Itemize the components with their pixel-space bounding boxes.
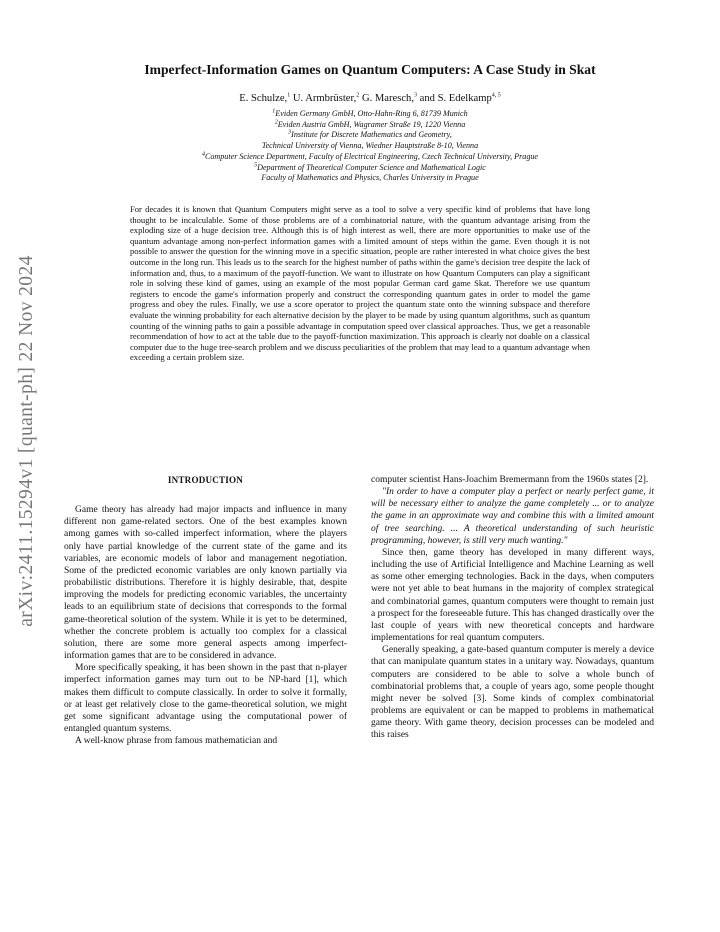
author-list xyxy=(70,93,670,104)
paper-title: Imperfect-Information Games on Quantum Computers: A Case Study in Skat xyxy=(144,62,596,77)
body-paragraph: Game theory has already had major impacts and influence in many different non game-related sectors. One of the best examples known among games with so-called imperfect information, where the players only have partial knowledge of the current state of the game and its variables, are economic models of labor and management negotiation. Some of the predicted economic variables are only known partially via probabilistic distributions. Therefore it is highly desirable, that, despite improving the models for predicting economic variables, the uncertainty leads to an equilibrium state of decisions that corresponds to the formal game-theoretical solution of the system. While it is yet to be determined, whether the concrete problem is actually too complex for a classical solution, there are some more general aspects among imperfect-information games that are to be considered in advance. xyxy=(64,505,347,662)
affiliation-line: Technical University of Vienna, Wiedner Hauptstraße 8-10, Vienna xyxy=(261,141,479,151)
section-heading: INTRODUCTION xyxy=(167,475,244,485)
arxiv-identifier: arXiv:2411.15294v1 [quant-ph] 22 Nov 2024 xyxy=(16,255,37,627)
arxiv-sidebar-stamp xyxy=(12,236,42,646)
body-paragraph: Generally speaking, a gate-based quantum computer is merely a device that can manipulate quantum states in a unitary way. Nowadays, quantum computers are considered to be able to solve a whole bunch of combinatorial problems that, a couple of years ago, some people thought might never be solved [3]. Some kinds of complex combinatorial problems are equivalent or can be mapped to problems in mathematical game theory. With game theory, decision processes can be modeled and this raises xyxy=(371,645,654,741)
affiliation-line: $^1$Eviden Germany GmbH, Otto-Hahn-Ring 6, 81739 Munich xyxy=(272,108,468,118)
body-paragraph: computer scientist Hans-Joachim Bremermann from the 1960s states [2]. xyxy=(371,475,649,485)
abstract: For decades it is known that Quantum Computers might serve as a tool to solve a very specific kind of problems that have long thought to be incalculable. Some of those problems are of a combinatorial nature, with the quantum advantage arising from the exploding size of a huge decision tree. Although this is of high interest as well, there are more opportunities to make use of the quantum advantage among non-perfect information games with a limited amount of steps within the game. Even though it is not possible to answer the question for the winning move in a specific situation, people are rather interested in what choice gives the best outcome in the long run. This leads us to the search for the highest number of paths within the game's decision tree despite the lack of information and, thus, to a maximum of the payoff-function. We want to illustrate on how Quantum Computers can play a significant role in solving these kind of games, using an example of the most popular German card game Skat. Therefore we use quantum registers to encode the game's information properly and construct the corresponding quantum gates in order to model the game progress and obey the rules. Finally, we use a score operator to project the quantum state onto the winning subspace and therefore evaluate the winning probability for each alternative decision by the player to be made by using quantum algorithms, such as quantum counting of the winning paths to gain a possible advantage in computation speed over classical approaches. Thus, we get a reasonable recommendation of how to act at the table due to the payoff-function maximization. This approach is clearly not doable on a classical computer due to the huge tree-search problem and we discuss peculiarities of the problem that may lead to a quantum advantage when exceeding a certain problem size. xyxy=(130,204,590,363)
body-paragraph: Since then, game theory has developed in many different ways, including the use of Artificial Intelligence and Machine Learning as well as some other emerging technologies. Back in the days, when computers were not yet able to beat humans in the majority of complex strategical and combinatorial games, quantum computers were thought to remain just a prospect for the foreseeable future. This has changed drastically over the last couple of years with new theoretical concepts and hardware implementations for real quantum computers. xyxy=(371,547,654,644)
affiliation-line: $^4$Computer Science Department, Faculty of Electrical Engineering, Czech Technical University, Prague xyxy=(201,151,539,161)
author: and S. Edelkamp$^{4, 5}$ xyxy=(419,92,501,104)
affiliation-list xyxy=(70,109,670,184)
body-paragraph: More specifically speaking, it has been shown in the past that n-player imperfect information games may turn out to be NP-hard [1], which makes them difficult to compute classically. In order to solve it formally, or at least get relatively close to the game-theoretical solution, we might get some significant advantage using the computational power of entangled quantum systems. xyxy=(64,663,347,734)
right-column xyxy=(371,474,654,741)
affiliation-line: $^5$Department of Theoretical Computer Science and Mathematical Logic xyxy=(254,161,486,172)
block-quote: "In order to have a computer play a perfect or nearly perfect game, it will be necessary either to analyze the game completely ... or to analyze the game in an approximate way and combine this with a limited amount of tree searching. ... A theoretical understanding of such heuristic programming, however, is still very much wanting." xyxy=(371,487,654,546)
author: E. Schulze,$^1$ xyxy=(239,92,291,104)
author: G. Maresch,$^3$ xyxy=(361,92,418,104)
affiliation-line: $^2$Eviden Austria GmbH, Wagramer Straße 19, 1220 Vienna xyxy=(274,119,466,129)
affiliation-line: Faculty of Mathematics and Physics, Charles University in Prague xyxy=(261,173,479,183)
author: U. Armbrüster,$^2$ xyxy=(292,92,360,104)
body-paragraph: A well-know phrase from famous mathematician and xyxy=(75,736,278,747)
affiliation-line: $^3$Institute for Discrete Mathematics and Geometry, xyxy=(288,129,452,140)
left-column xyxy=(64,474,347,747)
